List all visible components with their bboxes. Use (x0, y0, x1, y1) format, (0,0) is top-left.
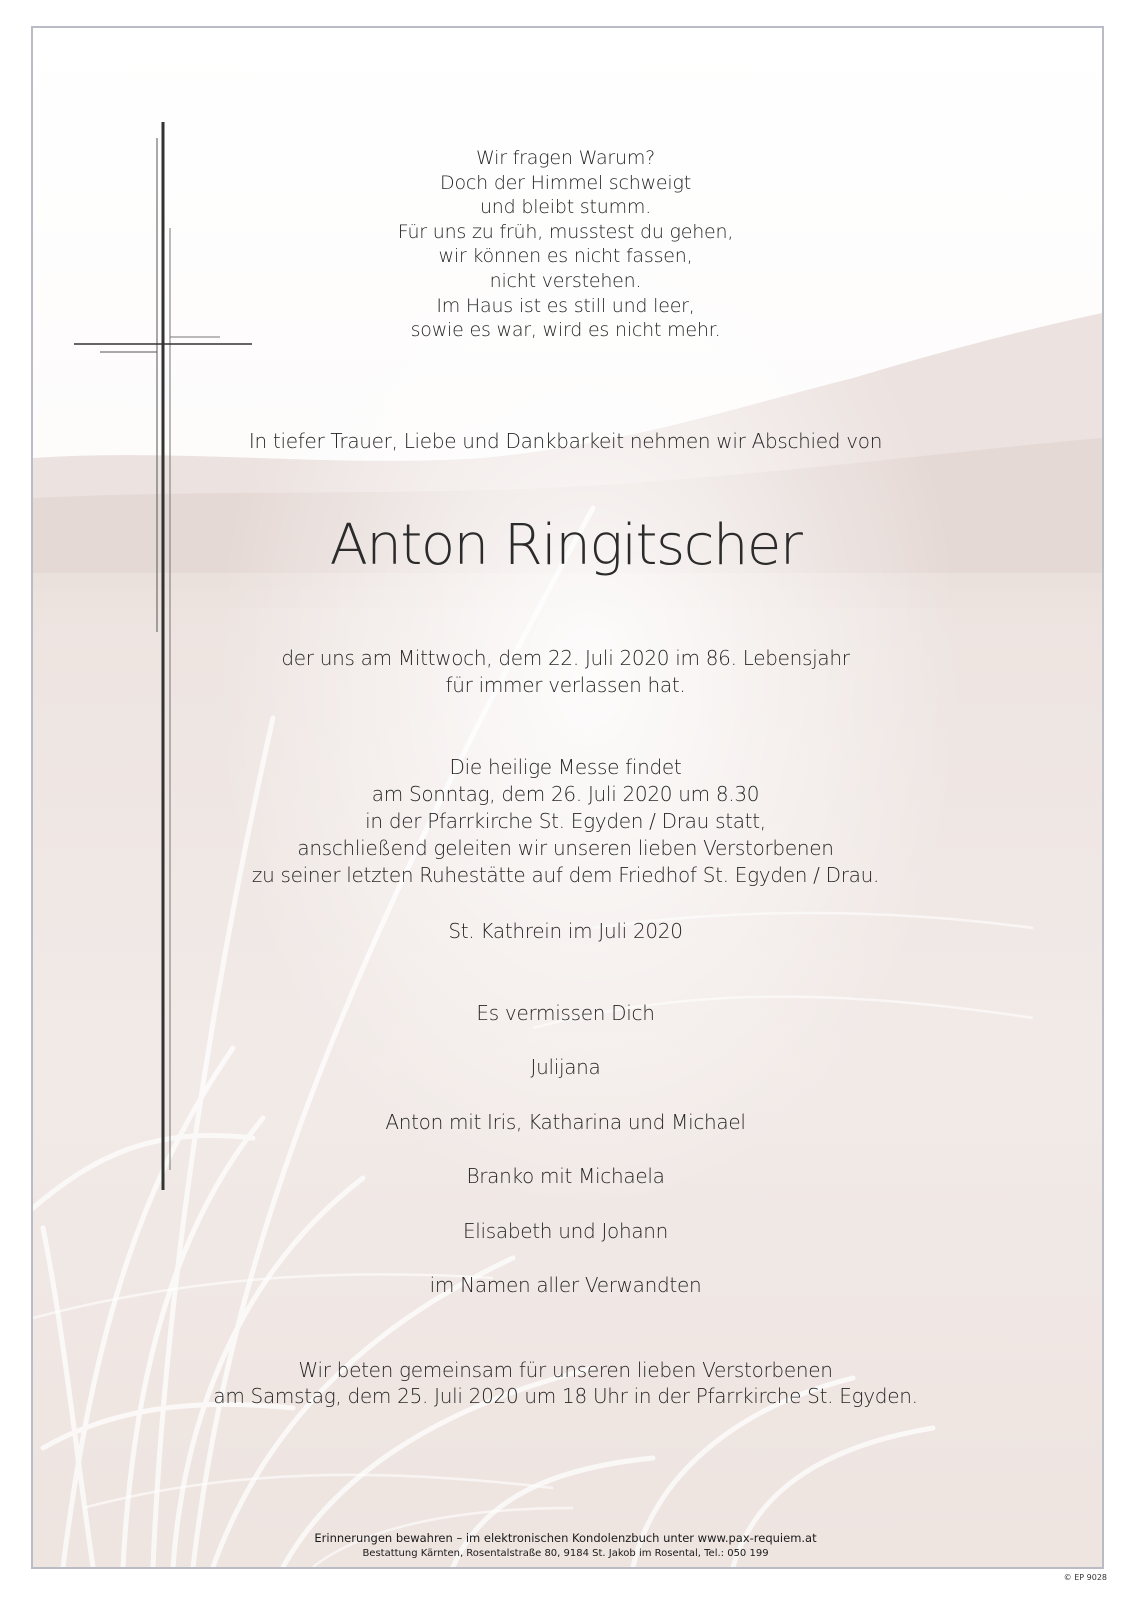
place-date (0, 918, 1131, 945)
footer-condolence-line: Erinnerungen bewahren – im elektronischen Kondolenzbuch unter www.pax-requiem.at (314, 1531, 817, 1545)
footer (0, 1531, 1131, 1561)
mourner-entry: Anton mit Iris, Katharina und Michael (385, 1109, 746, 1134)
mourner-entry: im Namen aller Verwandten (429, 1273, 702, 1298)
deceased-name-text: Anton Ringitscher (329, 513, 802, 578)
mourners-heading-text: Es vermissen Dich (476, 1001, 655, 1025)
death-line: der uns am Mittwoch, dem 22. Juli 2020 im 86. Lebensjahr (281, 646, 850, 670)
footer-address-line: Bestattung Kärnten, Rosentalstraße 80, 9184 St. Jakob im Rosental, Tel.: 050 199 (362, 1548, 769, 1559)
poem-line: Für uns zu früh, musstest du gehen, (397, 220, 734, 243)
intro-text (0, 428, 1131, 454)
poem-line: sowie es war, wird es nicht mehr. (410, 319, 721, 342)
intro-line: In tiefer Trauer, Liebe und Dankbarkeit nehmen wir Abschied von (248, 429, 883, 453)
poem-line: Doch der Himmel schweigt (440, 171, 691, 194)
poem-line: Wir fragen Warum? (475, 147, 656, 169)
poem-line: Im Haus ist es still und leer, (436, 294, 695, 317)
poem (0, 146, 1131, 343)
mourners-list (0, 1054, 1131, 1327)
poem-line: nicht verstehen. (489, 269, 642, 292)
prayer-notice (0, 1357, 1131, 1409)
mourner-entry: Elisabeth und Johann (462, 1218, 669, 1243)
deceased-name (0, 512, 1131, 580)
mass-info (0, 754, 1131, 889)
prayer-line: am Samstag, dem 25. Juli 2020 um 18 Uhr in der Pfarrkirche St. Egyden. (213, 1384, 918, 1408)
mass-line: zu seiner letzten Ruhestätte auf dem Friedhof St. Egyden / Drau. (251, 863, 880, 887)
document-code: © EP 9028 (1063, 1573, 1107, 1582)
mourner-entry: Julijana (530, 1055, 601, 1079)
mass-line: Die heilige Messe findet (449, 755, 682, 779)
mass-line: anschließend geleiten wir unseren lieben Verstorbenen (297, 836, 834, 860)
place-date-text: St. Kathrein im Juli 2020 (448, 919, 683, 943)
death-line: für immer verlassen hat. (445, 673, 686, 697)
mass-line: in der Pfarrkirche St. Egyden / Drau statt, (365, 809, 766, 833)
death-notice (0, 645, 1131, 699)
prayer-line: Wir beten gemeinsam für unseren lieben Verstorbenen (298, 1358, 833, 1382)
poem-line: und bleibt stumm. (479, 196, 652, 219)
poem-line: wir können es nicht fassen, (438, 245, 693, 268)
mourners-heading (0, 1000, 1131, 1027)
mass-line: am Sonntag, dem 26. Juli 2020 um 8.30 (371, 782, 760, 806)
mourner-entry: Branko mit Michaela (466, 1164, 665, 1189)
